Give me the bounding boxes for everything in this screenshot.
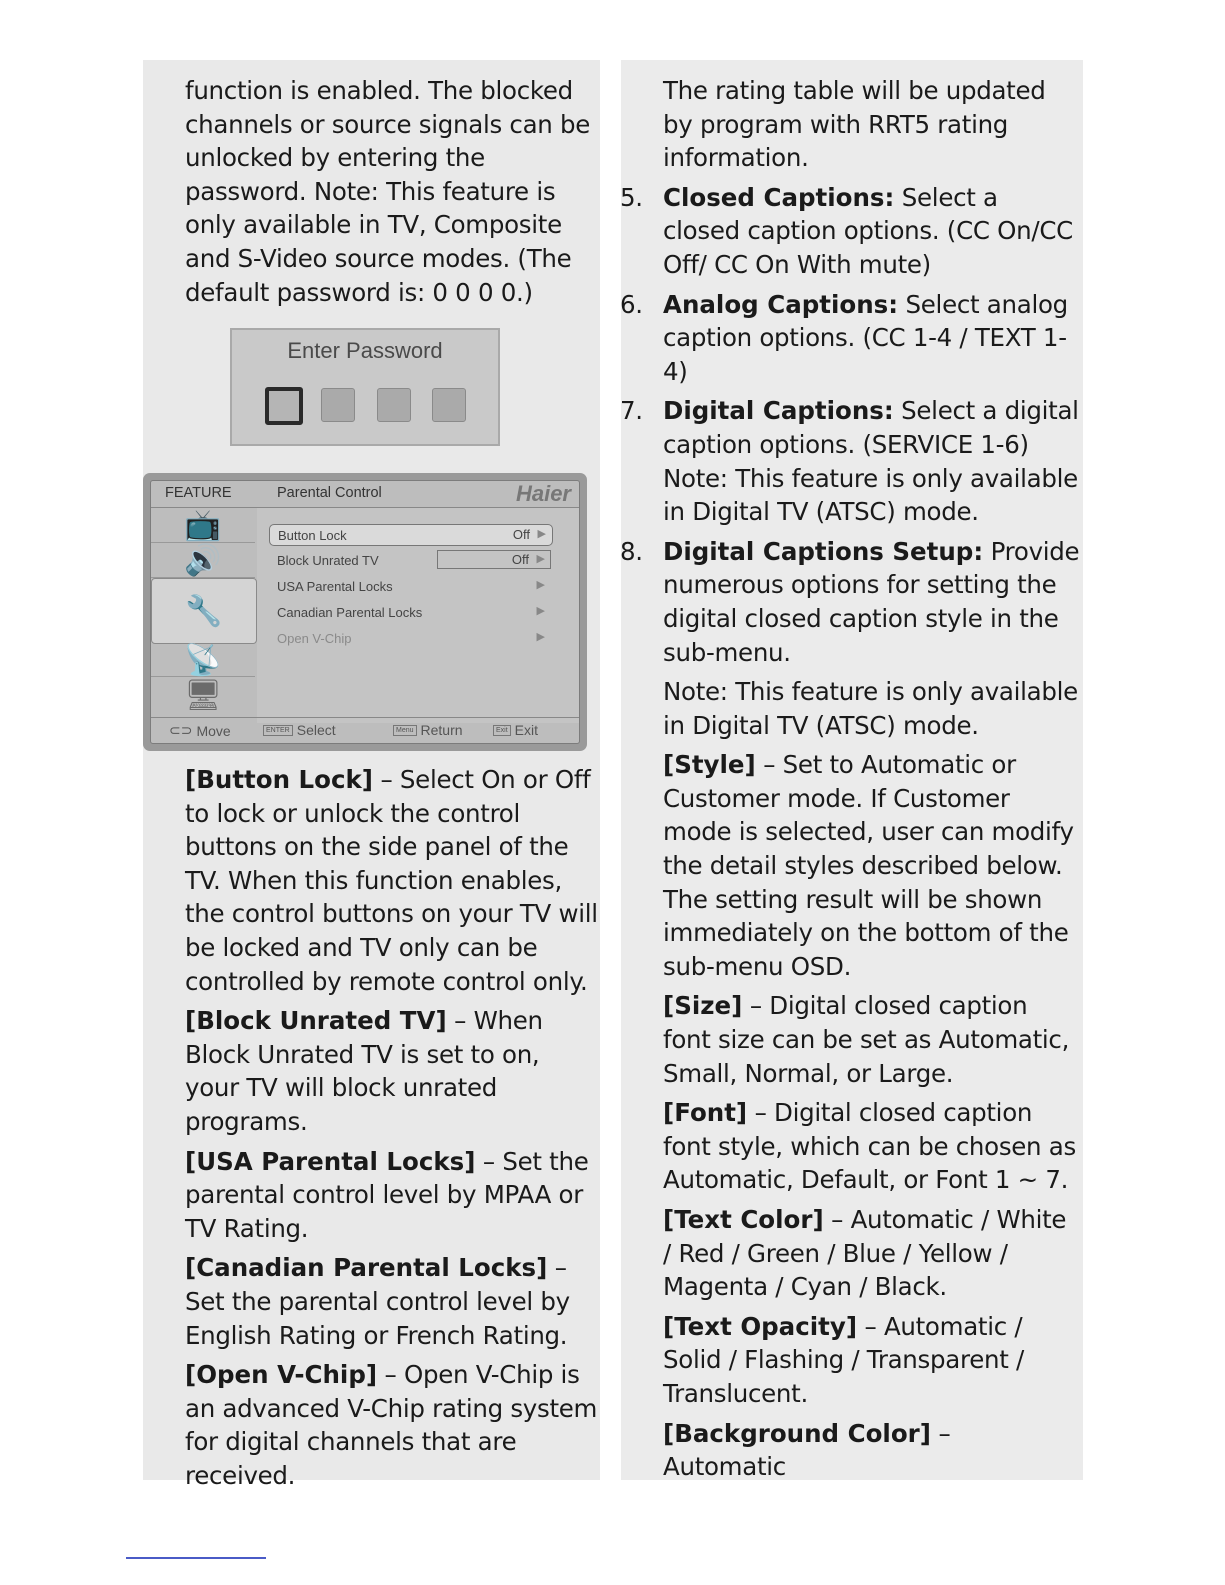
list-item-closed-captions [620,181,1080,282]
entry-term: [Text Opacity] [663,1311,858,1341]
list-item-digital-captions-setup [620,535,1080,669]
rating-table-note: The rating table will be updated by program with RRT5 rating information. [663,76,1046,173]
entry-size [620,989,1080,1090]
tv-icon[interactable]: 📺 [151,508,255,543]
satellite-icon[interactable]: 📡 [151,644,255,677]
entry-canadian-parental-locks [185,1251,600,1352]
menu-item-label: Button Lock [278,528,347,543]
menu-item-canadian-parental-locks[interactable] [269,602,551,622]
entry-term: [Text Color] [663,1205,824,1234]
list-term: Digital Captions: [663,396,894,426]
entry-text-color [620,1203,1080,1304]
footer-move-label: Move [196,722,231,739]
entry-text: – Digital closed caption font style, which can be chosen as Automatic, Default, or Font 1 ~ 7. [663,1098,1076,1195]
list-text: Select a closed caption options. (CC On/CC Off/ CC On With mute) [663,182,1073,279]
haier-logo: Haier [515,481,571,506]
entry-term: [USA Parental Locks] [185,1146,476,1176]
password-digit-2[interactable] [321,388,355,422]
entry-usa-parental-locks [185,1145,600,1246]
password-digit-3[interactable] [377,388,411,422]
footer-exit [493,722,538,738]
arrow-right-icon: ▶ [536,553,545,565]
entry-term: [Size] [663,991,743,1021]
list-term: Digital Captions Setup: [663,536,984,566]
list-text: Select analog caption options. (CC 1-4 / TEXT 1-4) [663,289,1068,386]
entry-background-color [620,1417,1080,1484]
intro-paragraph: function is enabled. The blocked channels or source signals can be unlocked by entering the password. Note: This feature is only available in TV, Composite and S-Video source modes. (The default password is: 0 0 0 0.) [185,76,591,307]
list-term: Closed Captions: [663,182,895,212]
entry-text: – Set the parental control level by English Rating or French Rating. [185,1253,570,1350]
arrow-right-icon: ▶ [536,579,545,591]
entry-text: – Set the parental control level by MPAA or TV Rating. [185,1146,589,1243]
entry-text: – Automatic / White / Red / Green / Blue / Yellow / Magenta / Cyan / Black. [663,1205,1067,1302]
enter-key-icon: ENTER [263,725,293,736]
parental-control-osd [143,473,587,751]
entry-text: – Digital closed caption font size can be set as Automatic, Small, Normal, or Large. [663,991,1070,1088]
menu-item-usa-parental-locks[interactable] [269,576,551,596]
menu-item-block-unrated-tv[interactable] [269,550,551,570]
footer-rule [126,1557,266,1559]
menu-item-button-lock[interactable] [269,524,553,546]
entry-open-v-chip [185,1358,600,1492]
entry-term: [Background Color] [663,1418,931,1448]
entry-text: – Automatic [663,1418,951,1482]
osd-title: Parental Control [277,485,382,501]
value-box [437,550,551,569]
entry-text: – Select On or Off to lock or unlock the control buttons on the side panel of the TV. When this function enables, the control buttons on your TV will be locked and TV only can be controlled by remote control only. [185,765,598,996]
osd-header [151,481,579,508]
tools-icon[interactable]: 🔧 [151,578,257,644]
osd-sidebar [151,508,255,723]
list-number: 6. [620,289,643,319]
menu-item-label: Canadian Parental Locks [277,605,423,620]
menu-key-icon: Menu [393,725,417,736]
list-item-digital-captions [620,394,1080,528]
footer-exit-label: Exit [514,722,539,738]
arrow-right-icon: ▶ [536,631,545,643]
arrow-right-icon: ▶ [536,605,545,617]
monitor-icon[interactable]: 🖥 [183,678,223,712]
menu-item-label: Block Unrated TV [277,553,379,568]
menu-item-value: Off [511,552,529,567]
entry-term: [Style] [663,750,756,780]
osd-footer [151,717,579,743]
footer-select [263,722,336,738]
menu-item-label: USA Parental Locks [277,579,393,594]
menu-item-value: Off [512,527,530,542]
footer-select-label: Select [296,722,336,738]
entry-term: [Canadian Parental Locks] [185,1253,548,1283]
entry-term: [Button Lock] [185,765,373,794]
move-icon: ⊂⊃ [169,722,193,738]
password-dialog-title: Enter Password [287,338,443,363]
menu-item-open-v-chip[interactable] [269,628,551,648]
list-number: 7. [620,396,643,426]
entry-text: – Set to Automatic or Customer mode. If Customer mode is selected, user can modify the detail styles described below. The setting result will be shown immediately on the bottom of the sub-menu OSD. [663,750,1074,981]
osd-menu [257,508,579,723]
footer-return [393,722,463,738]
entry-text: – Automatic / Solid / Flashing / Transparent / Translucent. [663,1311,1024,1408]
arrow-right-icon: ▶ [537,528,546,540]
entry-term: [Block Unrated TV] [185,1006,447,1036]
entry-style [620,748,1080,983]
osd-feature-label: FEATURE [165,485,232,501]
right-column [620,74,1080,1484]
menu-item-label: Open V-Chip [277,631,352,646]
list-text: Provide numerous options for setting the digital closed caption style in the sub-menu. [663,536,1080,667]
entry-term: [Open V-Chip] [185,1360,378,1390]
list-number: 8. [620,536,643,566]
password-digit-1[interactable] [265,387,303,425]
speaker-icon[interactable]: 🔊 [151,543,255,578]
entry-font [620,1096,1080,1197]
entry-term: [Font] [663,1098,748,1128]
atsc-note: Note: This feature is only available in Digital TV (ATSC) mode. [663,677,1078,740]
list-term: Analog Captions: [663,289,899,319]
entry-text: – When Block Unrated TV is set to on, your TV will block unrated programs. [185,1006,543,1136]
password-digit-4[interactable] [432,388,466,422]
entry-block-unrated-tv [185,1004,600,1138]
entry-button-lock [185,763,600,998]
entry-text: – Open V-Chip is an advanced V-Chip rating system for digital channels that are received. [185,1360,598,1490]
exit-key-icon: Exit [493,725,511,736]
list-text: Select a digital caption options. (SERVICE 1-6) Note: This feature is only available in Digital TV (ATSC) mode. [663,396,1079,527]
entry-text-opacity [620,1310,1080,1411]
footer-return-label: Return [420,722,463,738]
list-item-analog-captions [620,288,1080,389]
list-number: 5. [620,182,643,212]
footer-move [169,722,231,739]
password-dialog [230,328,500,446]
left-entries [185,763,600,1492]
